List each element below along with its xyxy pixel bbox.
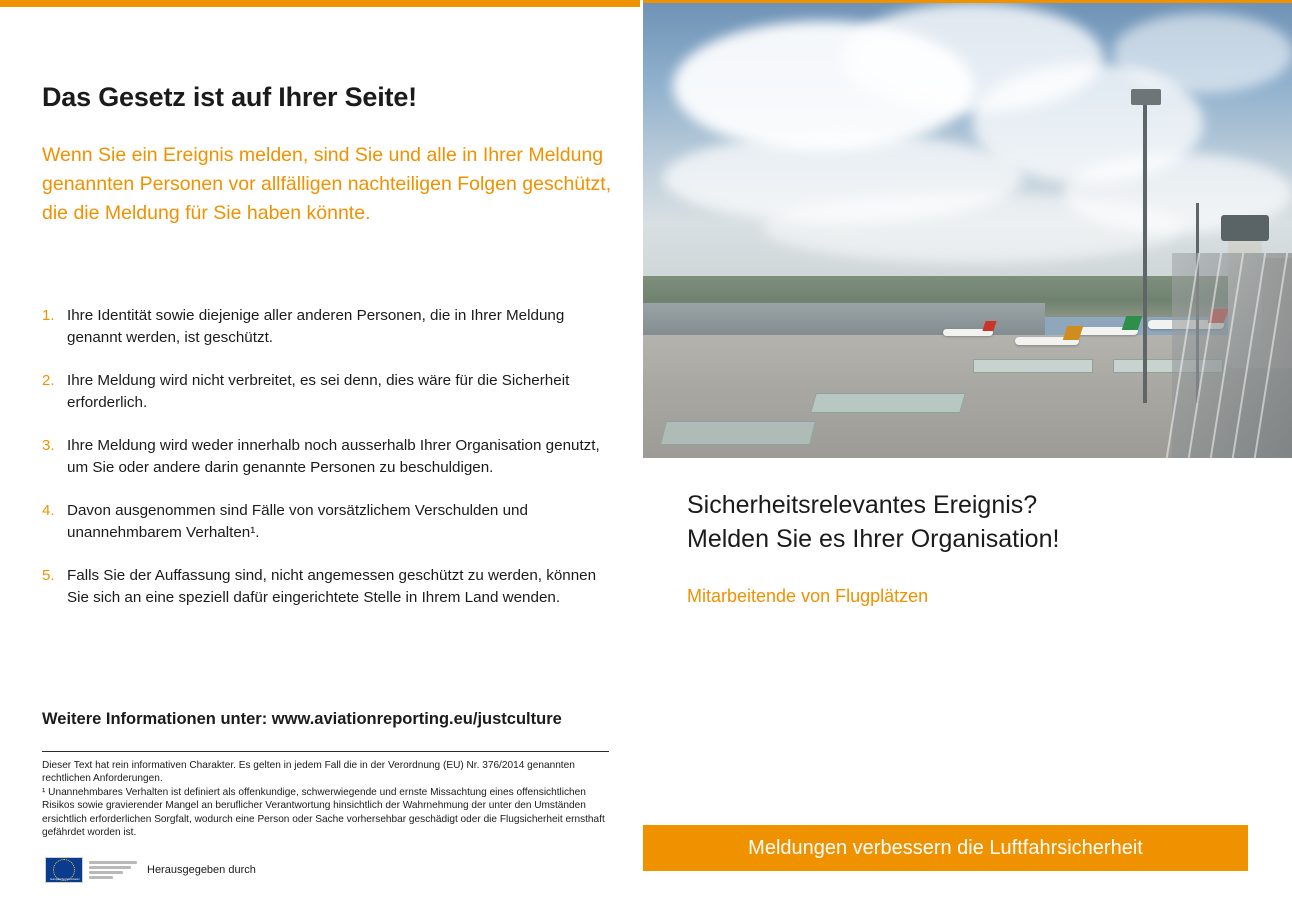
airport-photo xyxy=(643,3,1292,458)
right-heading-line-1: Sicherheitsrelevantes Ereignis? xyxy=(687,491,1038,519)
cloud-shape xyxy=(763,193,1183,263)
list-item xyxy=(42,500,622,543)
eu-flag-icon xyxy=(45,857,83,883)
jetbridge-shape xyxy=(660,421,816,445)
publisher-logos xyxy=(45,857,256,883)
list-item-number: 4. xyxy=(42,502,55,519)
right-subtitle: Mitarbeitende von Flugplätzen xyxy=(687,586,929,606)
disclaimer-paragraph-1: Dieser Text hat rein informativen Charakter. Es gelten in jedem Fall die in der Verordnung (EU) Nr. 376/2014 genannten rechtlichen Anforderungen. xyxy=(42,760,575,785)
lead-paragraph: Wenn Sie ein Ereignis melden, sind Sie und alle in Ihrer Meldung genannten Personen vor allfälligen nachteiligen Folgen geschützt, die die Meldung für Sie haben könnte. xyxy=(42,144,612,224)
left-column xyxy=(0,7,640,913)
list-item-text: Falls Sie der Auffassung sind, nicht angemessen geschützt zu werden, können Sie sich an eine speziell dafür eingerichtete Stelle in Ihrem Land wenden. xyxy=(67,567,597,606)
floodlight-mast xyxy=(1143,103,1147,403)
list-item-number: 3. xyxy=(42,437,55,454)
list-item-text: Ihre Meldung wird weder innerhalb noch ausserhalb Ihrer Organisation genutzt, um Sie oder andere darin genannte Personen zu beschuldigen. xyxy=(67,437,600,476)
divider xyxy=(42,751,609,752)
disclaimer-paragraph-2: ¹ Unannehmbares Verhalten ist definiert als offenkundige, schwerwiegende und ernste Missachtung eines offensichtlichen Risikos sowie gravierender Mangel an beruflicher Verantwortung hinsichtlich der Wahrnehmung der unter den Umständen ersichtlich erforderlichen Sorgfalt, wodurch eine Person oder Sache vorhersehbar geschädigt oder die Flugsicherheit ernsthaft gefährdet worden ist. xyxy=(42,786,605,839)
list-item-number: 1. xyxy=(42,307,55,324)
jetbridge-shape xyxy=(973,359,1093,373)
list-item-number: 5. xyxy=(42,567,55,584)
bottom-banner xyxy=(643,825,1248,871)
top-accent-bar-left xyxy=(0,0,640,7)
publisher-label: Herausgegeben durch xyxy=(147,864,256,876)
railing-foreground xyxy=(1172,253,1292,458)
list-item xyxy=(42,565,622,608)
right-heading xyxy=(687,488,1257,556)
easa-logo-icon xyxy=(85,857,141,883)
right-heading-line-2: Melden Sie es Ihrer Organisation! xyxy=(687,525,1060,553)
right-column xyxy=(643,3,1292,913)
list-item-text: Ihre Identität sowie diejenige aller anderen Personen, die in Ihrer Meldung genannt werden, ist geschützt. xyxy=(67,307,565,346)
eu-flag-caption: Europäische Kommission xyxy=(50,877,80,881)
list-item-text: Davon ausgenommen sind Fälle von vorsätzlichem Verschulden und unannehmbarem Verhalten¹. xyxy=(67,502,528,541)
more-information-line[interactable]: Weitere Informationen unter: www.aviationreporting.eu/justculture xyxy=(42,710,562,728)
aircraft-icon xyxy=(943,329,993,336)
cloud-shape xyxy=(1113,13,1292,93)
bottom-banner-text: Meldungen verbessern die Luftfahrsicherheit xyxy=(748,836,1143,859)
disclaimer-block xyxy=(42,759,612,839)
jetbridge-shape xyxy=(810,393,966,413)
aircraft-icon xyxy=(1015,337,1079,345)
list-item-text: Ihre Meldung wird nicht verbreitet, es sei denn, dies wäre für die Sicherheit erforderlich. xyxy=(67,372,570,411)
list-item-number: 2. xyxy=(42,372,55,389)
list-item xyxy=(42,435,622,478)
list-item xyxy=(42,305,622,348)
list-item xyxy=(42,370,622,413)
page-title: Das Gesetz ist auf Ihrer Seite! xyxy=(42,82,417,112)
protection-list xyxy=(42,305,622,630)
